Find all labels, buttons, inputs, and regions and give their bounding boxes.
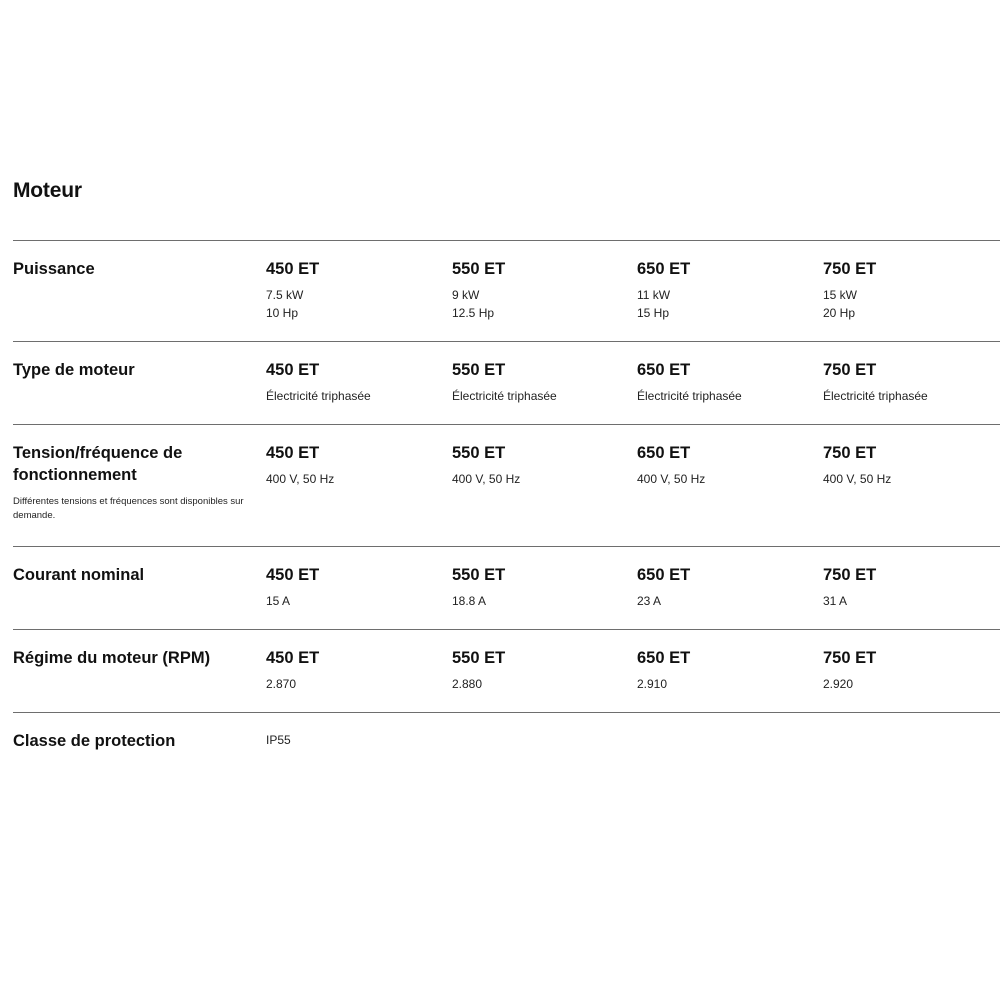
spec-value: Électricité triphasée <box>452 389 557 403</box>
spec-value: 23 A <box>637 594 662 608</box>
model-cell <box>637 442 817 488</box>
model-name: 550 ET <box>452 444 506 462</box>
row-label: Courant nominal <box>13 566 145 584</box>
model-name: 550 ET <box>452 566 506 584</box>
model-cell <box>266 258 446 322</box>
spec-value: IP55 <box>266 733 291 747</box>
spec-row-type-moteur <box>13 341 1000 424</box>
model-cell <box>452 564 632 610</box>
spec-value: 400 V, 50 Hz <box>823 472 892 486</box>
model-cell <box>452 647 632 693</box>
spec-value: 7.5 kW <box>266 288 304 302</box>
model-name: 750 ET <box>823 649 877 667</box>
spec-row-courant-nominal <box>13 546 1000 629</box>
spec-value: 400 V, 50 Hz <box>266 472 335 486</box>
row-label-group <box>13 730 249 752</box>
spec-value: 2.870 <box>266 677 297 691</box>
spec-value: 15 A <box>266 594 291 608</box>
model-name: 650 ET <box>637 444 691 462</box>
model-name: 450 ET <box>266 260 320 278</box>
spec-value: 9 kW <box>452 288 480 302</box>
spec-value: 11 kW <box>637 288 671 302</box>
row-label: Puissance <box>13 260 95 278</box>
model-name: 550 ET <box>452 361 506 379</box>
model-cell <box>452 359 632 405</box>
spec-value: 10 Hp <box>266 306 299 320</box>
row-label-group <box>13 359 249 381</box>
model-cell <box>266 442 446 488</box>
spec-value: Électricité triphasée <box>823 389 928 403</box>
row-label-group <box>13 258 249 280</box>
spec-row-tension-frequence <box>13 424 1000 546</box>
spec-value: 2.880 <box>452 677 483 691</box>
model-name: 650 ET <box>637 566 691 584</box>
model-name: 750 ET <box>823 566 877 584</box>
model-name: 650 ET <box>637 361 691 379</box>
model-name: 750 ET <box>823 260 877 278</box>
row-label: Régime du moteur (RPM) <box>13 649 211 667</box>
model-name: 450 ET <box>266 566 320 584</box>
model-name: 550 ET <box>452 260 506 278</box>
model-name: 450 ET <box>266 361 320 379</box>
model-cell <box>637 564 817 610</box>
model-name: 450 ET <box>266 444 320 462</box>
row-label-group <box>13 564 249 586</box>
row-label: Type de moteur <box>13 361 135 379</box>
model-cell <box>266 359 446 405</box>
spec-value: 31 A <box>823 594 848 608</box>
spec-value: 18.8 A <box>452 594 487 608</box>
model-cell <box>452 258 632 322</box>
model-cell <box>266 564 446 610</box>
spec-value: 12.5 Hp <box>452 306 495 320</box>
row-label-group <box>13 442 249 523</box>
spec-value: 400 V, 50 Hz <box>637 472 706 486</box>
model-name: 550 ET <box>452 649 506 667</box>
model-cell <box>637 258 817 322</box>
row-label-group <box>13 647 249 669</box>
row-label: Tension/fréquence de fonctionnement <box>13 444 183 484</box>
spec-value: 15 kW <box>823 288 858 302</box>
model-cell <box>637 647 817 693</box>
model-name: 750 ET <box>823 444 877 462</box>
spec-value: 400 V, 50 Hz <box>452 472 521 486</box>
spec-row-puissance <box>13 240 1000 341</box>
spec-row-regime-moteur <box>13 629 1000 712</box>
spec-value: 2.910 <box>637 677 668 691</box>
model-cell <box>823 258 1000 322</box>
model-cell <box>823 359 1000 405</box>
model-cell <box>823 442 1000 488</box>
spec-row-classe-protection <box>13 712 1000 772</box>
spec-value: Électricité triphasée <box>266 389 371 403</box>
model-cell <box>823 647 1000 693</box>
model-cell <box>266 647 446 693</box>
model-cell <box>637 359 817 405</box>
model-name: 650 ET <box>637 649 691 667</box>
model-name: 450 ET <box>266 649 320 667</box>
row-label: Classe de protection <box>13 732 176 750</box>
spec-table <box>13 240 1000 772</box>
model-name: 750 ET <box>823 361 877 379</box>
model-name: 650 ET <box>637 260 691 278</box>
row-note: Différentes tensions et fréquences sont disponibles sur demande. <box>13 496 244 521</box>
spec-value: 15 Hp <box>637 306 670 320</box>
section-title: Moteur <box>13 179 82 202</box>
spec-value: Électricité triphasée <box>637 389 742 403</box>
spec-value: 20 Hp <box>823 306 856 320</box>
model-cell <box>452 442 632 488</box>
spec-value: 2.920 <box>823 677 854 691</box>
model-cell <box>823 564 1000 610</box>
